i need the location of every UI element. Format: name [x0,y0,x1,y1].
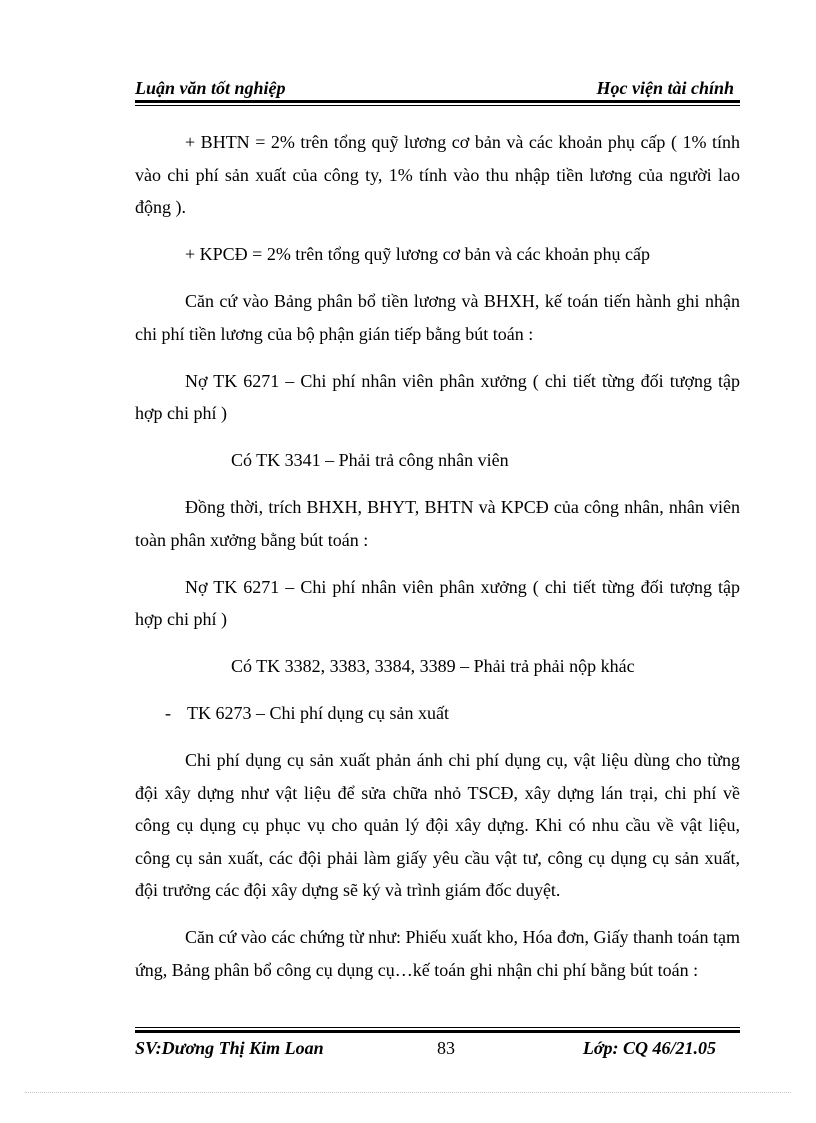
page-edge-divider [25,1092,791,1093]
journal-debit-6271-second: Nợ TK 6271 – Chi phí nhân viên phân xưởng ( chi tiết từng đối tượng tập hợp chi phí ) [135,576,740,629]
page-footer [135,1038,740,1062]
page-number: 83 [437,1038,455,1058]
document-body [135,126,740,1001]
paragraph-salary-allocation: Căn cứ vào Bảng phân bổ tiền lương và BHXH, kế toán tiến hành ghi nhận chi phí tiền lương của bộ phận gián tiếp bằng bút toán : [135,291,740,344]
journal-debit-6271: Nợ TK 6271 – Chi phí nhân viên phân xưởng ( chi tiết từng đối tượng tập hợp chi phí ) [135,370,740,423]
list-item-text: TK 6273 – Chi phí dụng cụ sản xuất [187,703,449,723]
journal-credit-3341: Có TK 3341 – Phải trả công nhân viên [231,450,509,470]
paragraph-kpcd: + KPCĐ = 2% trên tổng quỹ lương cơ bản và các khoản phụ cấp [185,244,650,264]
journal-credit-338x: Có TK 3382, 3383, 3384, 3389 – Phải trả phải nộp khác [231,656,635,676]
paragraph-tool-costs: Chi phí dụng cụ sản xuất phản ánh chi phí dụng cụ, vật liệu dùng cho từng đội xây dựng như vật liệu để sửa chữa nhỏ TSCĐ, xây dựng lán trại, chi phí về công cụ dụng cụ phục vụ cho quản lý đội xây dựng. Khi có nhu cầu về vật liệu, công cụ sản xuất, các đội phải làm giấy yêu cầu vật tư, công cụ dụng cụ sản xuất, đội trưởng các đội xây dựng sẽ ký và trình giám đốc duyệt. [135,750,740,900]
paragraph-bhtn: + BHTN = 2% trên tổng quỹ lương cơ bản và các khoản phụ cấp ( 1% tính vào chi phí sản xuất của công ty, 1% tính vào thu nhập tiền lương của người lao động ). [135,132,740,217]
header-rule-thin [135,105,740,106]
header-institution: Học viện tài chính [596,78,734,98]
dash-bullet: - [165,703,171,723]
page-header [135,76,740,100]
header-rule-thick [135,100,740,103]
footer-student-name: SV:Dương Thị Kim Loan [135,1038,324,1058]
paragraph-supporting-documents: Căn cứ vào các chứng từ như: Phiếu xuất kho, Hóa đơn, Giấy thanh toán tạm ứng, Bảng phân bổ công cụ dụng cụ…kế toán ghi nhận chi phí bằng bút toán : [135,927,740,980]
footer-rule-thick [135,1030,740,1033]
footer-rule-thin [135,1027,740,1028]
paragraph-insurance-deduction: Đồng thời, trích BHXH, BHYT, BHTN và KPCĐ của công nhân, nhân viên toàn phân xưởng bằng bút toán : [135,497,740,550]
list-item-tk6273 [135,697,740,730]
header-thesis-title: Luận văn tốt nghiệp [135,78,286,98]
footer-class: Lớp: CQ 46/21.05 [582,1038,716,1058]
